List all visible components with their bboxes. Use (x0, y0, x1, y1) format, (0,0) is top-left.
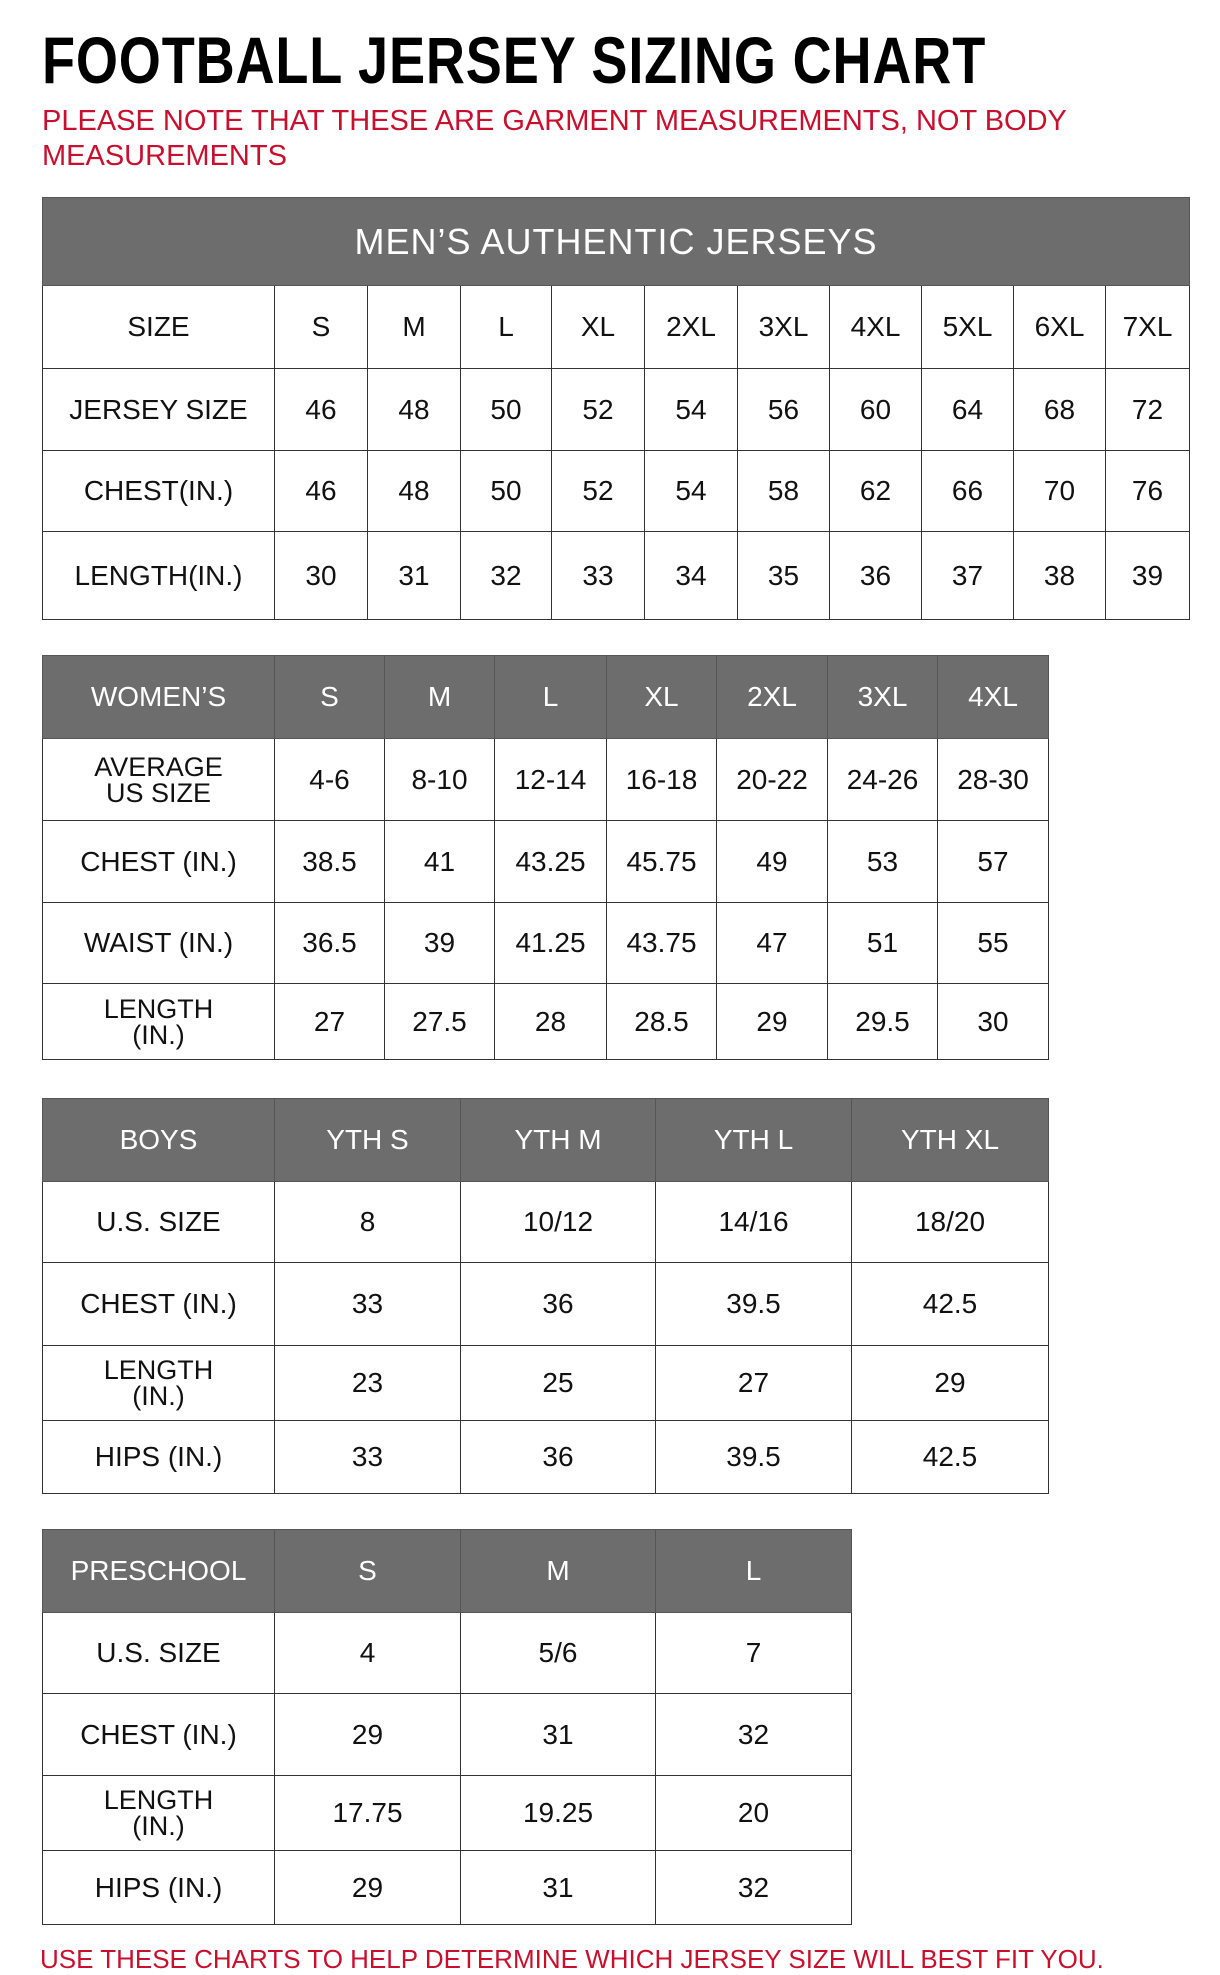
measurement-cell: 27 (275, 984, 385, 1060)
measurement-cell: 41.25 (495, 903, 607, 984)
table-row (43, 532, 1190, 620)
measurement-cell: 5/6 (461, 1613, 656, 1694)
measurement-cell: 49 (717, 821, 828, 903)
measurement-cell: 33 (275, 1263, 461, 1346)
measurement-cell: 43.25 (495, 821, 607, 903)
table-row (43, 984, 1049, 1060)
size-column-header: M (461, 1530, 656, 1613)
row-label: WOMEN’S (43, 656, 275, 739)
measurement-cell: 33 (275, 1421, 461, 1494)
table-row (43, 1421, 1049, 1494)
measurement-cell: 46 (275, 369, 368, 451)
measurement-cell: 45.75 (607, 821, 717, 903)
measurement-cell: 48 (368, 451, 461, 532)
measurement-cell: 54 (645, 369, 738, 451)
table-row (43, 821, 1049, 903)
row-label: LENGTH(IN.) (43, 532, 275, 620)
footer-note: USE THESE CHARTS TO HELP DETERMINE WHICH JERSEY SIZE WILL BEST FIT YOU. (40, 1944, 1104, 1974)
table-row (43, 1851, 852, 1925)
size-column-header: XL (607, 656, 717, 739)
measurement-note: PLEASE NOTE THAT THESE ARE GARMENT MEASUREMENTS, NOT BODY MEASUREMENTS (42, 105, 1067, 172)
measurement-cell: 23 (275, 1346, 461, 1421)
measurement-cell: 37 (922, 532, 1014, 620)
size-column-header: L (495, 656, 607, 739)
measurement-cell: 35 (738, 532, 830, 620)
measurement-cell: 31 (461, 1851, 656, 1925)
size-column-header: 2XL (717, 656, 828, 739)
preschool-size-table (42, 1529, 852, 1925)
measurement-cell: 14/16 (656, 1182, 852, 1263)
measurement-cell: 4 (275, 1613, 461, 1694)
size-column-header: M (368, 286, 461, 369)
measurement-cell: 66 (922, 451, 1014, 532)
row-label: HIPS (IN.) (43, 1851, 275, 1925)
table-row (43, 1346, 1049, 1421)
measurement-cell: 43.75 (607, 903, 717, 984)
size-column-header: S (275, 656, 385, 739)
size-column-header: YTH S (275, 1099, 461, 1182)
measurement-cell: 56 (738, 369, 830, 451)
measurement-cell: 54 (645, 451, 738, 532)
measurement-cell: 8-10 (385, 739, 495, 821)
size-column-header: L (656, 1530, 852, 1613)
measurement-cell: 64 (922, 369, 1014, 451)
measurement-cell: 29 (717, 984, 828, 1060)
row-label: PRESCHOOL (43, 1530, 275, 1613)
row-label: U.S. SIZE (43, 1182, 275, 1263)
table-row (43, 1694, 852, 1776)
table-banner: MEN’S AUTHENTIC JERSEYS (43, 198, 1190, 286)
measurement-cell: 27 (656, 1346, 852, 1421)
size-column-header: M (385, 656, 495, 739)
measurement-cell: 32 (461, 532, 552, 620)
size-column-header: YTH M (461, 1099, 656, 1182)
measurement-cell: 10/12 (461, 1182, 656, 1263)
measurement-cell: 58 (738, 451, 830, 532)
row-label: JERSEY SIZE (43, 369, 275, 451)
table-row (43, 739, 1049, 821)
measurement-cell: 39.5 (656, 1263, 852, 1346)
measurement-cell: 52 (552, 369, 645, 451)
row-label: LENGTH (IN.) (43, 1776, 275, 1851)
size-column-header: XL (552, 286, 645, 369)
size-column-header: 4XL (830, 286, 922, 369)
size-column-header: 4XL (938, 656, 1049, 739)
measurement-cell: 18/20 (852, 1182, 1049, 1263)
womens-size-table (42, 655, 1049, 1060)
measurement-cell: 52 (552, 451, 645, 532)
measurement-cell: 20 (656, 1776, 852, 1851)
measurement-cell: 8 (275, 1182, 461, 1263)
size-column-header: 3XL (738, 286, 830, 369)
page-title: FOOTBALL JERSEY SIZING CHART (42, 23, 987, 97)
measurement-cell: 46 (275, 451, 368, 532)
measurement-cell: 72 (1106, 369, 1190, 451)
measurement-cell: 34 (645, 532, 738, 620)
row-label: WAIST (IN.) (43, 903, 275, 984)
header-row (43, 1099, 1049, 1182)
measurement-cell: 50 (461, 369, 552, 451)
measurement-cell: 50 (461, 451, 552, 532)
measurement-cell: 39 (1106, 532, 1190, 620)
size-column-header: 3XL (828, 656, 938, 739)
measurement-cell: 41 (385, 821, 495, 903)
measurement-cell: 33 (552, 532, 645, 620)
measurement-cell: 20-22 (717, 739, 828, 821)
measurement-cell: 70 (1014, 451, 1106, 532)
row-label: CHEST (IN.) (43, 1694, 275, 1776)
measurement-cell: 36 (461, 1263, 656, 1346)
measurement-cell: 36 (830, 532, 922, 620)
measurement-cell: 36.5 (275, 903, 385, 984)
measurement-cell: 28 (495, 984, 607, 1060)
table-row (43, 1613, 852, 1694)
measurement-cell: 39 (385, 903, 495, 984)
table-row (43, 1182, 1049, 1263)
measurement-cell: 29 (852, 1346, 1049, 1421)
measurement-cell: 36 (461, 1421, 656, 1494)
measurement-cell: 31 (368, 532, 461, 620)
size-column-header: 7XL (1106, 286, 1190, 369)
measurement-cell: 17.75 (275, 1776, 461, 1851)
row-label: CHEST (IN.) (43, 1263, 275, 1346)
size-column-header: 6XL (1014, 286, 1106, 369)
row-label: U.S. SIZE (43, 1613, 275, 1694)
measurement-cell: 39.5 (656, 1421, 852, 1494)
row-label: HIPS (IN.) (43, 1421, 275, 1494)
measurement-cell: 28.5 (607, 984, 717, 1060)
measurement-cell: 38 (1014, 532, 1106, 620)
boys-size-table (42, 1098, 1049, 1494)
header-row (43, 286, 1190, 369)
measurement-cell: 24-26 (828, 739, 938, 821)
table-row (43, 1263, 1049, 1346)
row-label: SIZE (43, 286, 275, 369)
measurement-cell: 29.5 (828, 984, 938, 1060)
measurement-cell: 42.5 (852, 1421, 1049, 1494)
measurement-cell: 19.25 (461, 1776, 656, 1851)
measurement-cell: 29 (275, 1694, 461, 1776)
table-row (43, 369, 1190, 451)
row-label: CHEST (IN.) (43, 821, 275, 903)
measurement-cell: 68 (1014, 369, 1106, 451)
row-label: LENGTH (IN.) (43, 984, 275, 1060)
measurement-cell: 57 (938, 821, 1049, 903)
measurement-cell: 7 (656, 1613, 852, 1694)
measurement-cell: 25 (461, 1346, 656, 1421)
header-row (43, 656, 1049, 739)
measurement-cell: 60 (830, 369, 922, 451)
mens-size-table (42, 197, 1190, 620)
table-row (43, 1776, 852, 1851)
measurement-cell: 4-6 (275, 739, 385, 821)
size-column-header: 2XL (645, 286, 738, 369)
measurement-cell: 62 (830, 451, 922, 532)
measurement-cell: 29 (275, 1851, 461, 1925)
measurement-cell: 76 (1106, 451, 1190, 532)
measurement-cell: 30 (938, 984, 1049, 1060)
measurement-cell: 30 (275, 532, 368, 620)
measurement-cell: 48 (368, 369, 461, 451)
measurement-cell: 32 (656, 1694, 852, 1776)
header-row (43, 1530, 852, 1613)
measurement-cell: 28-30 (938, 739, 1049, 821)
size-column-header: L (461, 286, 552, 369)
measurement-cell: 31 (461, 1694, 656, 1776)
measurement-cell: 42.5 (852, 1263, 1049, 1346)
size-column-header: YTH XL (852, 1099, 1049, 1182)
measurement-cell: 51 (828, 903, 938, 984)
measurement-cell: 16-18 (607, 739, 717, 821)
row-label: LENGTH (IN.) (43, 1346, 275, 1421)
measurement-cell: 12-14 (495, 739, 607, 821)
table-row (43, 903, 1049, 984)
measurement-cell: 55 (938, 903, 1049, 984)
row-label: AVERAGE US SIZE (43, 739, 275, 821)
table-row (43, 451, 1190, 532)
measurement-cell: 27.5 (385, 984, 495, 1060)
size-column-header: 5XL (922, 286, 1014, 369)
row-label: BOYS (43, 1099, 275, 1182)
size-column-header: S (275, 286, 368, 369)
measurement-cell: 32 (656, 1851, 852, 1925)
size-column-header: YTH L (656, 1099, 852, 1182)
measurement-cell: 38.5 (275, 821, 385, 903)
measurement-cell: 47 (717, 903, 828, 984)
size-column-header: S (275, 1530, 461, 1613)
measurement-cell: 53 (828, 821, 938, 903)
row-label: CHEST(IN.) (43, 451, 275, 532)
